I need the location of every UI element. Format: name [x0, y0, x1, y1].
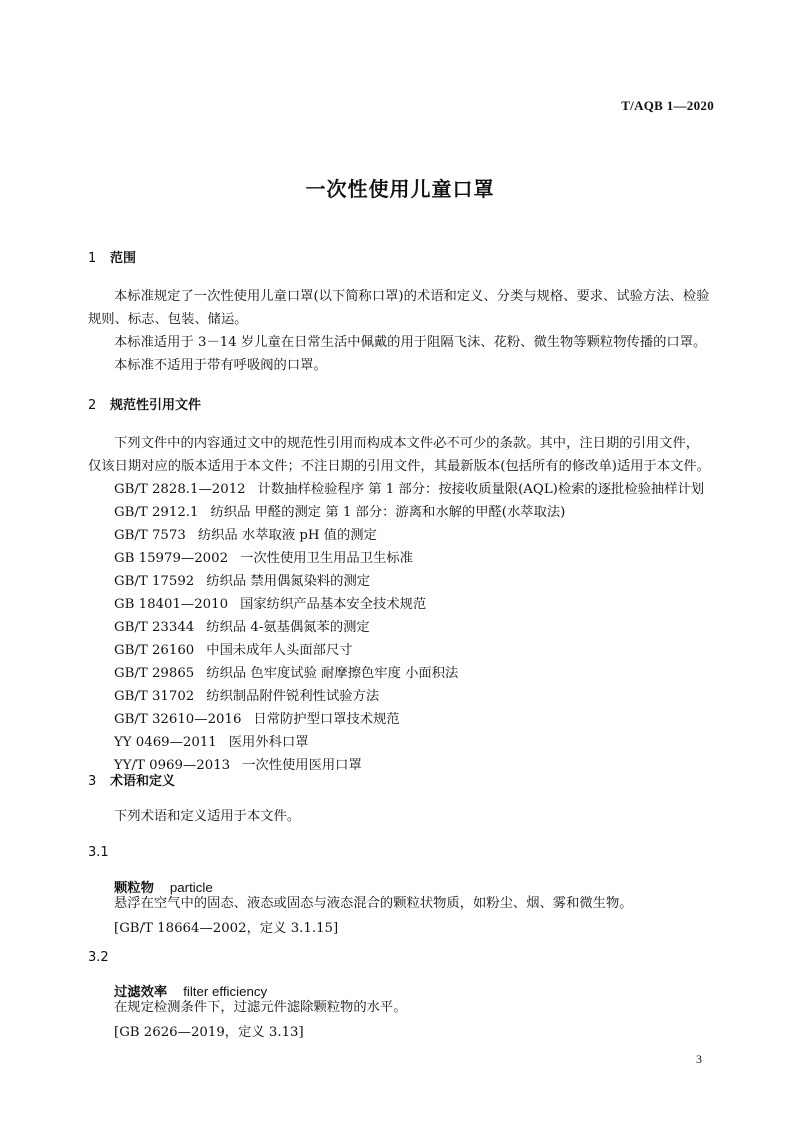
reference-code: GB/T 17592 — [114, 574, 195, 589]
document-title: 一次性使用儿童口罩 — [305, 177, 495, 201]
document-code: T/AQB 1—2020 — [621, 98, 714, 113]
reference-title: 纺织品 水萃取液 pH 值的测定 — [197, 528, 377, 543]
reference-title: 一次性使用医用口罩 — [242, 758, 362, 773]
reference-item — [114, 616, 370, 639]
reference-code: YY 0469—2011 — [114, 735, 217, 750]
reference-title: 一次性使用卫生用品卫生标准 — [240, 551, 413, 566]
term-chinese: 过滤效率 — [114, 985, 168, 1000]
reference-item — [114, 478, 704, 501]
reference-code: GB/T 23344 — [114, 620, 195, 635]
reference-item — [114, 547, 413, 570]
reference-code: GB/T 7573 — [114, 528, 186, 543]
scope-paragraph-2: 本标准适用于 3－14 岁儿童在日常生活中佩戴的用于阻隔飞沫、花粉、微生物等颗粒物传播的口罩。 — [114, 335, 707, 350]
section-1-number: 1 — [88, 251, 97, 266]
term-english: filter efficiency — [183, 984, 268, 999]
reference-item — [114, 685, 379, 708]
term-english: particle — [169, 880, 213, 895]
clause-number: 3.2 — [88, 950, 109, 965]
reference-code: GB/T 2912.1 — [114, 505, 199, 520]
reference-code: GB 18401—2010 — [114, 597, 229, 612]
reference-code: GB 15979—2002 — [114, 551, 229, 566]
reference-title: 纺织品 4-氨基偶氮苯的测定 — [206, 620, 370, 635]
term-definition: 悬浮在空气中的固态、液态或固态与液态混合的颗粒状物质，如粉尘、烟、雾和微生物。 — [114, 896, 633, 911]
terms-intro: 下列术语和定义适用于本文件。 — [114, 809, 301, 824]
reference-item — [114, 662, 458, 685]
reference-code: GB/T 26160 — [114, 643, 195, 658]
reference-item — [114, 639, 353, 662]
scope-paragraph-1: 本标准规定了一次性使用儿童口罩(以下简称口罩)的术语和定义、分类与规格、要求、试验方法、检验规则、标志、包装、储运。 — [88, 289, 710, 327]
term-source: [GB/T 18664—2002，定义 3.1.15] — [114, 921, 339, 936]
scope-paragraph-3: 本标准不适用于带有呼吸阀的口罩。 — [114, 358, 327, 373]
reference-title: 纺织品 甲醛的测定 第 1 部分：游离和水解的甲醛(水萃取法) — [210, 505, 566, 520]
section-3-heading — [88, 770, 175, 789]
section-2-number: 2 — [88, 398, 97, 413]
reference-code: GB/T 31702 — [114, 689, 195, 704]
reference-code: YY/T 0969—2013 — [114, 758, 231, 773]
reference-item — [114, 708, 400, 731]
reference-title: 计数抽样检验程序 第 1 部分：按接收质量限(AQL)检索的逐批检验抽样计划 — [257, 482, 705, 497]
reference-code: GB/T 32610—2016 — [114, 712, 242, 727]
reference-item — [114, 501, 565, 524]
reference-title: 医用外科口罩 — [228, 735, 309, 750]
reference-title: 国家纺织产品基本安全技术规范 — [240, 597, 427, 612]
section-3-title: 术语和定义 — [110, 774, 176, 789]
section-2-heading — [88, 394, 201, 413]
reference-item — [114, 731, 309, 754]
section-2-title: 规范性引用文件 — [110, 398, 202, 413]
page-number: 3 — [696, 1052, 702, 1066]
term-chinese: 颗粒物 — [114, 881, 154, 896]
reference-item — [114, 524, 377, 547]
reference-title: 日常防护型口罩技术规范 — [253, 712, 400, 727]
section-3-number: 3 — [88, 774, 97, 789]
clause-number: 3.1 — [88, 845, 109, 860]
reference-title: 纺织品 禁用偶氮染料的测定 — [206, 574, 371, 589]
reference-title: 纺织品 色牢度试验 耐摩擦色牢度 小面积法 — [206, 666, 459, 681]
reference-item — [114, 593, 426, 616]
reference-code: GB/T 29865 — [114, 666, 195, 681]
term-source: [GB 2626—2019，定义 3.13] — [114, 1025, 304, 1040]
reference-title: 纺织制品附件锐利性试验方法 — [206, 689, 380, 704]
reference-title: 中国未成年人头面部尺寸 — [206, 643, 353, 658]
reference-item — [114, 570, 370, 593]
reference-code: GB/T 2828.1—2012 — [114, 482, 246, 497]
references-intro: 下列文件中的内容通过文中的规范性引用而构成本文件必不可少的条款。其中，注日期的引用文件，仅该日期对应的版本适用于本文件；不注日期的引用文件，其最新版本(包括所有的修改单)适用于本文件。 — [88, 436, 711, 474]
section-1-heading — [88, 247, 136, 266]
term-definition: 在规定检测条件下，过滤元件滤除颗粒物的水平。 — [114, 1000, 407, 1015]
section-1-title: 范围 — [110, 251, 137, 266]
